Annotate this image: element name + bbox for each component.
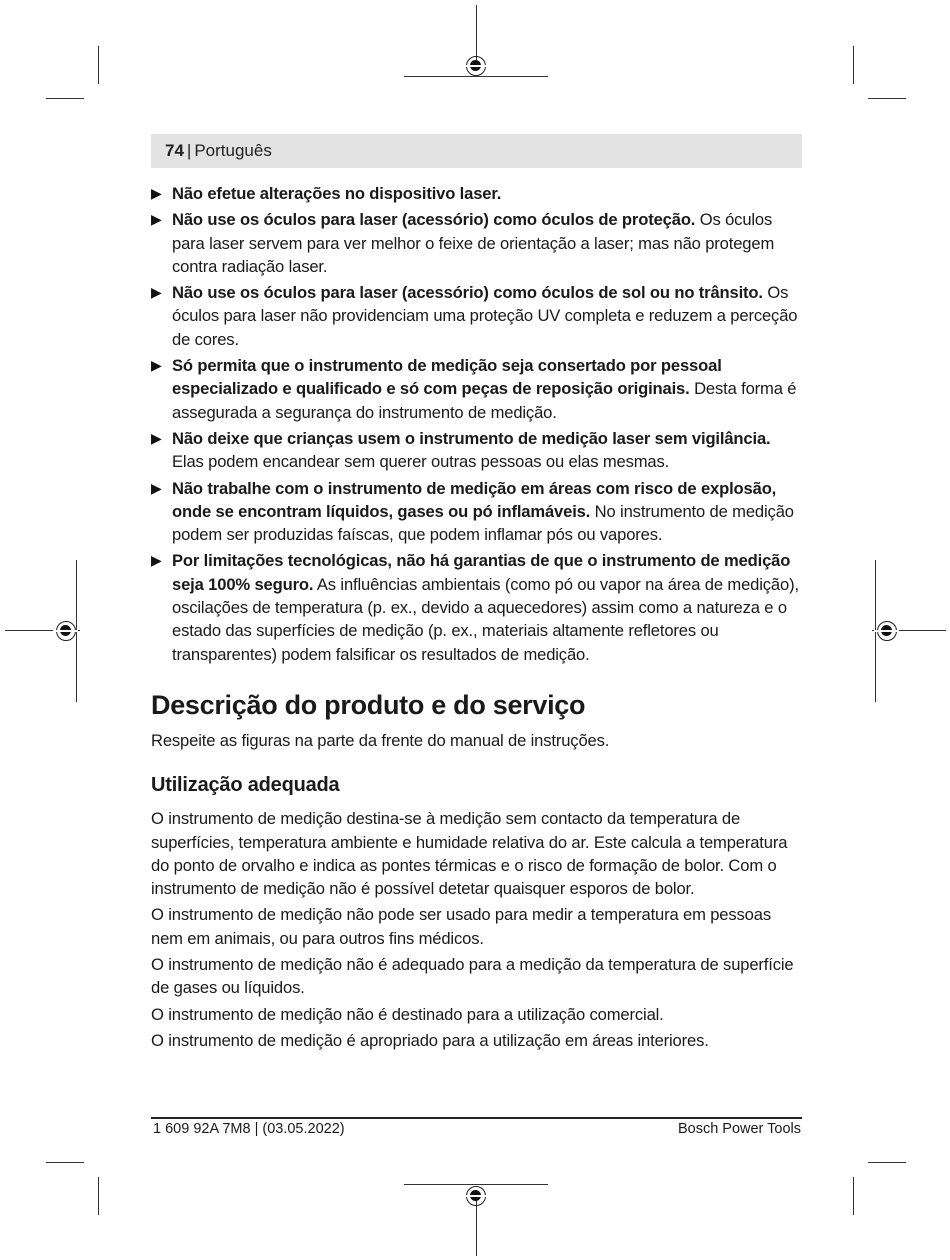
crop-mark [853,46,854,84]
bullet-triangle-icon: ▶ [151,552,162,569]
registration-mark-icon [56,621,76,641]
list-item [151,427,803,474]
paragraph: O instrumento de medição não é destinado para a utilização comercial. [151,1004,664,1024]
registration-mark-icon [877,621,897,641]
bullet-text: Elas podem encandear sem querer outras pessoas ou elas mesmas. [172,452,670,472]
page-content [151,182,803,1055]
crop-mark [868,1162,906,1163]
list-item [151,477,803,547]
paragraph: O instrumento de medição destina-se à medição sem contacto da temperatura de superfícies, temperatura ambiente e humidade relativa do ar. Este calcula a temperatura do ponto de orvalho e indica as pontes térmicas e o risco de formação de bolor. Com o instrumento de medição não é possível detetar quaisquer esporos de bolor. [151,809,788,899]
paragraph: O instrumento de medição não pode ser usado para medir a temperatura em pessoas nem em animais, ou para outros fins médicos. [151,905,771,948]
bullet-text: No instrumento de medição podem ser produzidas faíscas, que podem inflamar pós ou vapores. [172,501,794,545]
bullet-triangle-icon: ▶ [151,211,162,228]
bullet-bold-text: Só permita que o instrumento de medição seja consertado por pessoal especializado e qualificado e só com peças de reposição originais. [172,356,722,399]
bullet-text: Os óculos para laser servem para ver melhor o feixe de orientação a laser; mas não protegem contra radiação laser. [172,210,775,276]
registration-mark-icon [466,56,486,76]
crop-mark [46,1162,84,1163]
list-item [151,549,803,665]
crop-mark [868,98,906,99]
crop-mark [46,98,84,99]
list-item [151,208,803,278]
registration-mark-icon [466,1186,486,1206]
bullet-bold-text: Não use os óculos para laser (acessório) como óculos de sol ou no trânsito. [172,283,763,303]
paragraph: O instrumento de medição não é adequado para a medição da temperatura de superfície de gases ou líquidos. [151,955,794,998]
bullet-text: Os óculos para laser não providenciam uma proteção UV completa e reduzem a perceção de cores. [172,283,798,349]
page-number: 74 [165,141,184,160]
list-item [151,354,803,424]
footer-brand: Bosch Power Tools [677,1121,801,1137]
bullet-triangle-icon: ▶ [151,429,162,446]
list-item [151,281,803,351]
crop-mark [98,1177,99,1215]
section-title: Descrição do produto e do serviço [151,689,586,720]
paragraph: O instrumento de medição é apropriado para a utilização em áreas interiores. [151,1030,709,1050]
bullet-bold-text: Não use os óculos para laser (acessório) como óculos de proteção. [172,210,696,230]
bullet-bold-text: Não efetue alterações no dispositivo laser. [172,184,502,203]
bullet-triangle-icon: ▶ [151,185,162,201]
bullet-triangle-icon: ▶ [151,357,162,374]
bullet-text: Desta forma é assegurada a segurança do instrumento de medição. [172,379,797,422]
crop-mark [404,76,548,77]
safety-bullet-list [151,182,803,666]
section-intro: Respeite as figuras na parte da frente do manual de instruções. [151,730,610,750]
bullet-text: As influências ambientais (como pó ou vapor na área de medição), oscilações de temperatura (p. ex., devido a aquecedores) assim como a natureza e o estado das superfícies de medição (p. ex., materiais altamente refletores ou transparentes) podem falsificar os resultados de medição. [172,574,799,664]
crop-mark [98,46,99,84]
footer-doc-code: 1 609 92A 7M8 | (03.05.2022) [153,1121,345,1137]
crop-mark [853,1177,854,1215]
bullet-bold-text: Não deixe que crianças usem o instrumento de medição laser sem vigilância. [172,428,771,448]
list-item [151,182,803,205]
bullet-triangle-icon: ▶ [151,284,162,301]
page-header [151,134,802,168]
bullet-bold-text: Não trabalhe com o instrumento de medição em áreas com risco de explosão, onde se encontram líquidos, gases ou pó inflamáveis. [172,478,777,521]
bullet-triangle-icon: ▶ [151,479,162,496]
bullet-bold-text: Por limitações tecnológicas, não há garantias de que o instrumento de medição seja 100% seguro. [172,551,791,594]
crop-mark [404,1184,548,1185]
subsection-title: Utilização adequada [151,774,340,797]
footer-divider [151,1117,802,1119]
header-separator: | [186,141,192,160]
header-language: Português [194,141,272,160]
